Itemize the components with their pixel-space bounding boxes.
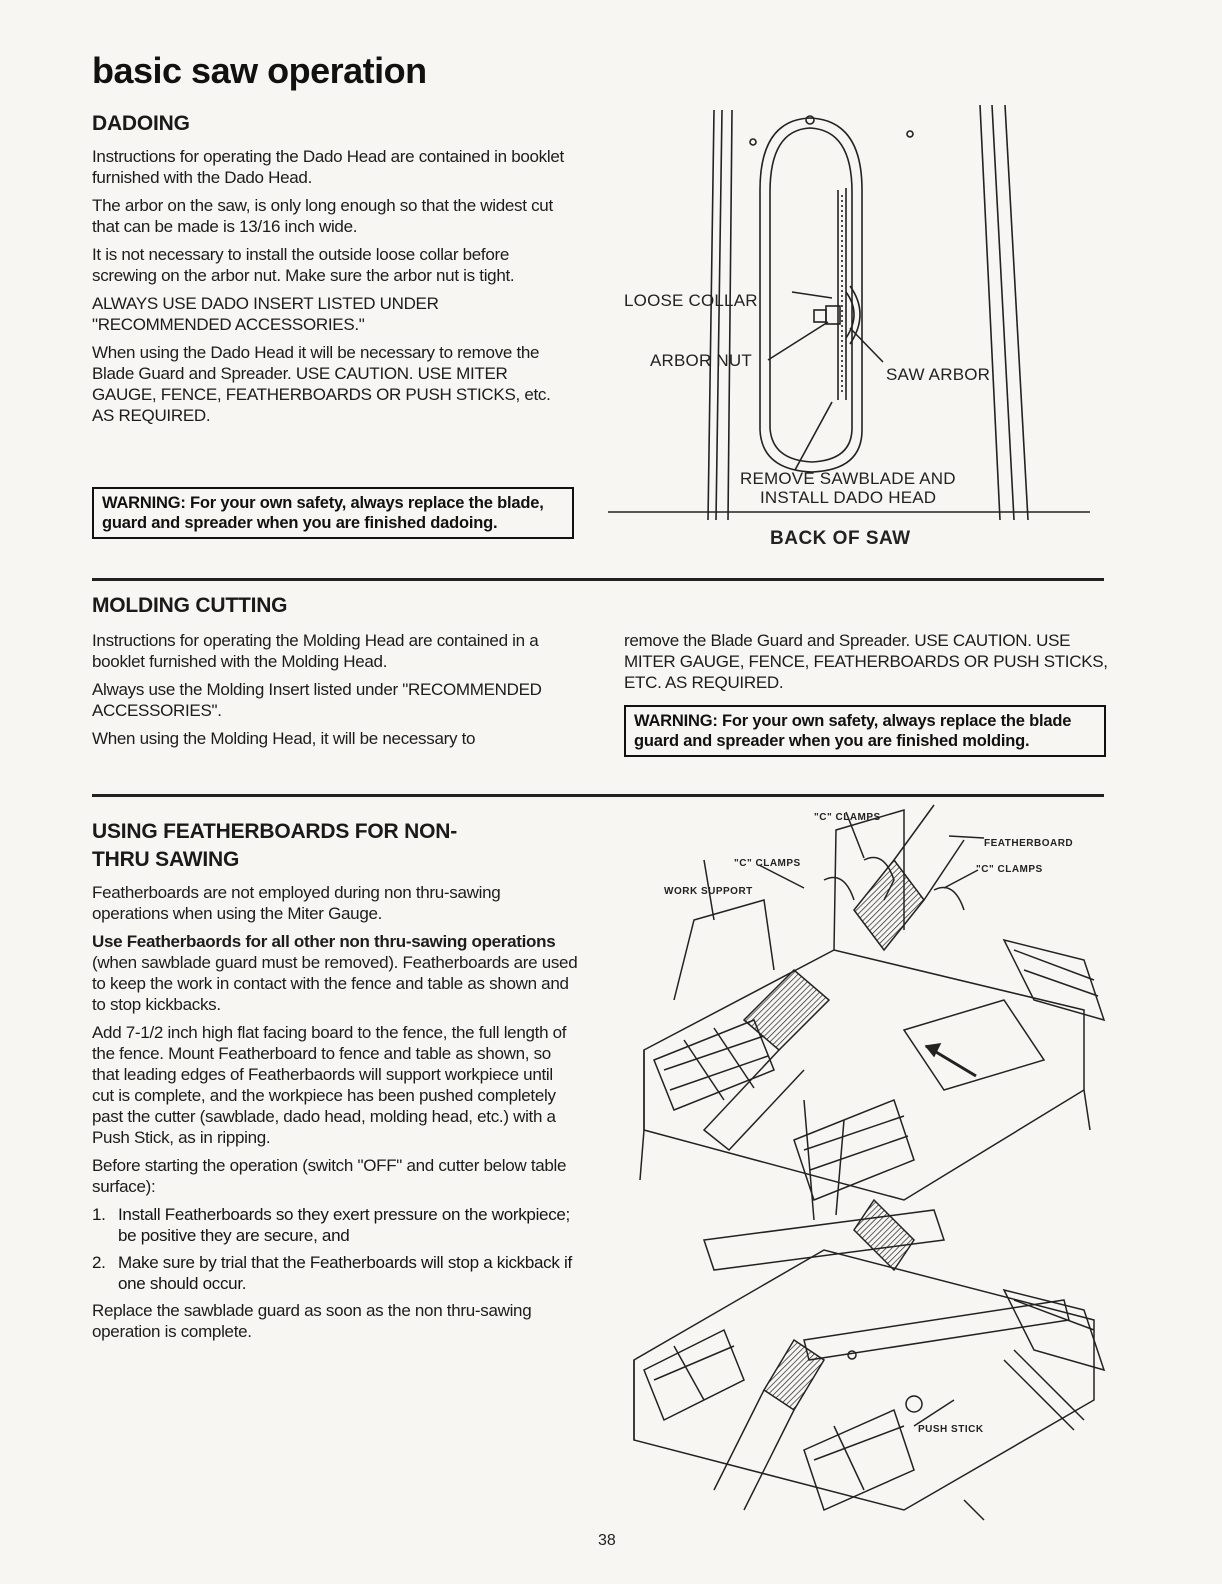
step-number: 1. [92, 1205, 106, 1224]
numbered-step [92, 1204, 578, 1246]
arbor-nut-label: ARBOR NUT [650, 351, 752, 370]
featherboards-paragraph: Featherboards are not employed during non thru-sawing operations when using the Miter Gauge. [92, 883, 501, 923]
remove-sawblade-label: REMOVE SAWBLADE AND [740, 469, 956, 488]
molding-heading: MOLDING CUTTING [92, 594, 288, 617]
step-text: Make sure by trial that the Featherboards will stop a kickback if one should occur. [118, 1253, 572, 1293]
numbered-step [92, 1252, 578, 1294]
molding-left-body [92, 630, 576, 756]
dadoing-paragraph: When using the Dado Head it will be necessary to remove the Blade Guard and Spreader. USE CAUTION. USE MITER GAUGE, FENCE, FEATHERBOARDS OR PUSH STICKS, etc. AS REQUIRED. [92, 343, 551, 425]
featherboards-heading-line1: USING FEATHERBOARDS FOR NON- [92, 820, 458, 843]
featherboards-paragraph: Before starting the operation (switch "OFF" and cutter below table surface): [92, 1156, 567, 1196]
step-text: Install Featherboards so they exert pressure on the workpiece; be positive they are secure, and [118, 1205, 570, 1245]
section-divider [92, 794, 1104, 797]
featherboard-illustration [604, 800, 1116, 1525]
back-of-saw-diagram [600, 100, 1100, 530]
featherboards-heading-line2: THRU SAWING [92, 848, 240, 871]
saw-arbor-label: SAW ARBOR [886, 365, 991, 384]
dadoing-paragraph: The arbor on the saw, is only long enough so that the widest cut that can be made is 13/16 inch wide. [92, 196, 553, 236]
c-clamps-right-label: "C" CLAMPS [976, 864, 1043, 875]
dadoing-paragraph: ALWAYS USE DADO INSERT LISTED UNDER "RECOMMENDED ACCESSORIES." [92, 294, 439, 334]
featherboards-body [92, 882, 578, 1349]
bold-run: Use Featherbaords for all other non thru-sawing operations [92, 932, 556, 951]
c-clamps-top-label: "C" CLAMPS [814, 812, 881, 823]
push-stick-label: PUSH STICK [918, 1424, 984, 1435]
featherboards-paragraph: Replace the sawblade guard as soon as the non thru-sawing operation is complete. [92, 1301, 532, 1341]
c-clamps-left-label: "C" CLAMPS [734, 858, 801, 869]
molding-paragraph: When using the Molding Head, it will be necessary to [92, 729, 476, 748]
featherboard-label: FEATHERBOARD [984, 838, 1074, 849]
work-support-label: WORK SUPPORT [664, 886, 753, 897]
featherboards-paragraph: Add 7-1/2 inch high flat facing board to the fence, the full length of the fence. Mount Featherboard to fence and table as shown, so that leading edges of Featherbaords will support workpiece until cut is complete, and the workpiece has been pushed completely past the cutter (sawblade, dado head, molding head, etc.) with a Push Stick, as in ripping. [92, 1023, 567, 1147]
page-number: 38 [598, 1532, 616, 1549]
dadoing-paragraph: Instructions for operating the Dado Head are contained in booklet furnished with the Dado Head. [92, 147, 564, 187]
molding-right-body [624, 630, 1108, 700]
section-divider [92, 578, 1104, 581]
back-of-saw-caption: BACK OF SAW [770, 528, 911, 549]
molding-paragraph: Always use the Molding Insert listed under "RECOMMENDED ACCESSORIES". [92, 680, 542, 720]
text-run: (when sawblade guard must be removed). Featherboards are used to keep the work in contact with the fence and table as shown and to stop kickbacks. [92, 953, 578, 1014]
page-title: basic saw operation [92, 50, 427, 91]
install-dado-label: INSTALL DADO HEAD [760, 488, 937, 507]
molding-paragraph: Instructions for operating the Molding Head are contained in a booklet furnished with the Molding Head. [92, 631, 539, 671]
loose-collar-label: LOOSE COLLAR [624, 291, 758, 310]
step-number: 2. [92, 1253, 106, 1272]
molding-paragraph: remove the Blade Guard and Spreader. USE CAUTION. USE MITER GAUGE, FENCE, FEATHERBOARDS OR PUSH STICKS, ETC. AS REQUIRED. [624, 631, 1108, 692]
dadoing-body [92, 146, 574, 433]
molding-warning-box: WARNING: For your own safety, always replace the blade guard and spreader when you are finished molding. [624, 705, 1106, 757]
dadoing-paragraph: It is not necessary to install the outside loose collar before screwing on the arbor nut. Make sure the arbor nut is tight. [92, 245, 515, 285]
featherboards-paragraph [92, 931, 578, 1015]
dadoing-heading: DADOING [92, 112, 190, 135]
dadoing-warning-box: WARNING: For your own safety, always replace the blade, guard and spreader when you are finished dadoing. [92, 487, 574, 539]
